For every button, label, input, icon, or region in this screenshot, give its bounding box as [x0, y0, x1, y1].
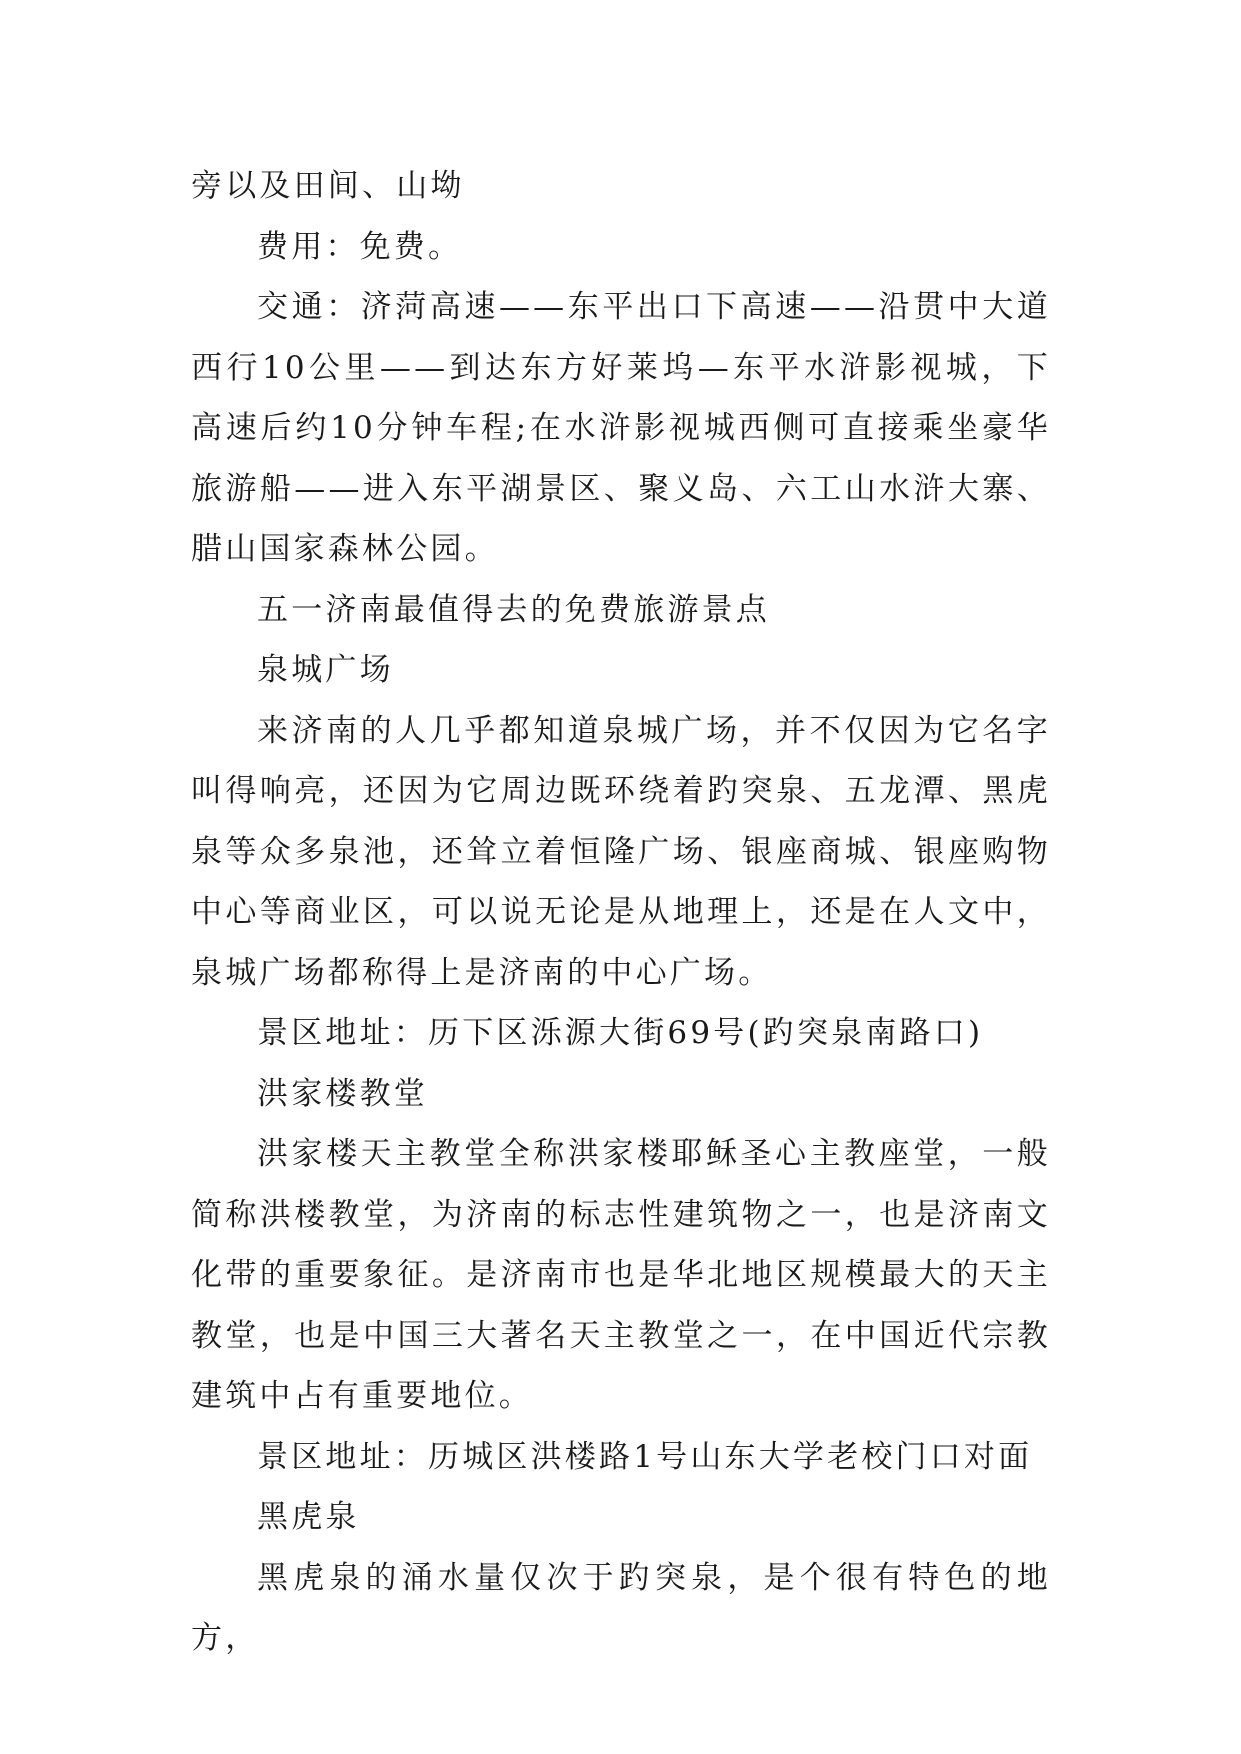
attraction-title-heihu-spring: 黑虎泉	[257, 1499, 360, 1535]
paragraph-hongjialou-church: 洪家楼天主教堂全称洪家楼耶稣圣心主教座堂，一般简称洪楼教堂，为济南的标志性建筑物之一，也是济南文化带的重要象征。是济南市也是华北地区规模最大的天主教堂，也是中国三大著名天主教堂之一，在中国近代宗教建筑中占有重要地位。	[191, 1136, 1051, 1414]
section-heading: 五一济南最值得去的免费旅游景点	[257, 591, 770, 628]
paragraph-transport: 交通：济菏高速——东平出口下高速——沿贯中大道西行10公里——到达东方好莱坞—东平水浒影视城，下高速后约10分钟车程;在水浒影视城西侧可直接乘坐豪华旅游船——进入东平湖景区、聚义岛、六工山水浒大寨、腊山国家森林公园。	[191, 289, 1051, 567]
attraction-title-quancheng-square: 泉城广场	[257, 652, 394, 688]
paragraph-quancheng-square: 来济南的人几乎都知道泉城广场，并不仅因为它名字叫得响亮，还因为它周边既环绕着趵突泉、五龙潭、黑虎泉等众多泉池，还耸立着恒隆广场、银座商城、银座购物中心等商业区，可以说无论是从地理上，还是在人文中，泉城广场都称得上是济南的中心广场。	[191, 712, 1051, 991]
paragraph-heihu-spring: 黑虎泉的涌水量仅次于趵突泉，是个很有特色的地方，	[191, 1559, 1051, 1656]
address-hongjialou-church: 景区地址：历城区洪楼路1号山东大学老校门口对面	[257, 1438, 1033, 1475]
document-body	[191, 156, 1051, 1669]
paragraph-continuation: 旁以及田间、山坳	[191, 168, 465, 204]
attraction-title-hongjialou-church: 洪家楼教堂	[257, 1075, 428, 1112]
paragraph-fee: 费用：免费。	[257, 228, 463, 265]
address-quancheng-square: 景区地址：历下区泺源大街69号(趵突泉南路口)	[257, 1015, 984, 1051]
